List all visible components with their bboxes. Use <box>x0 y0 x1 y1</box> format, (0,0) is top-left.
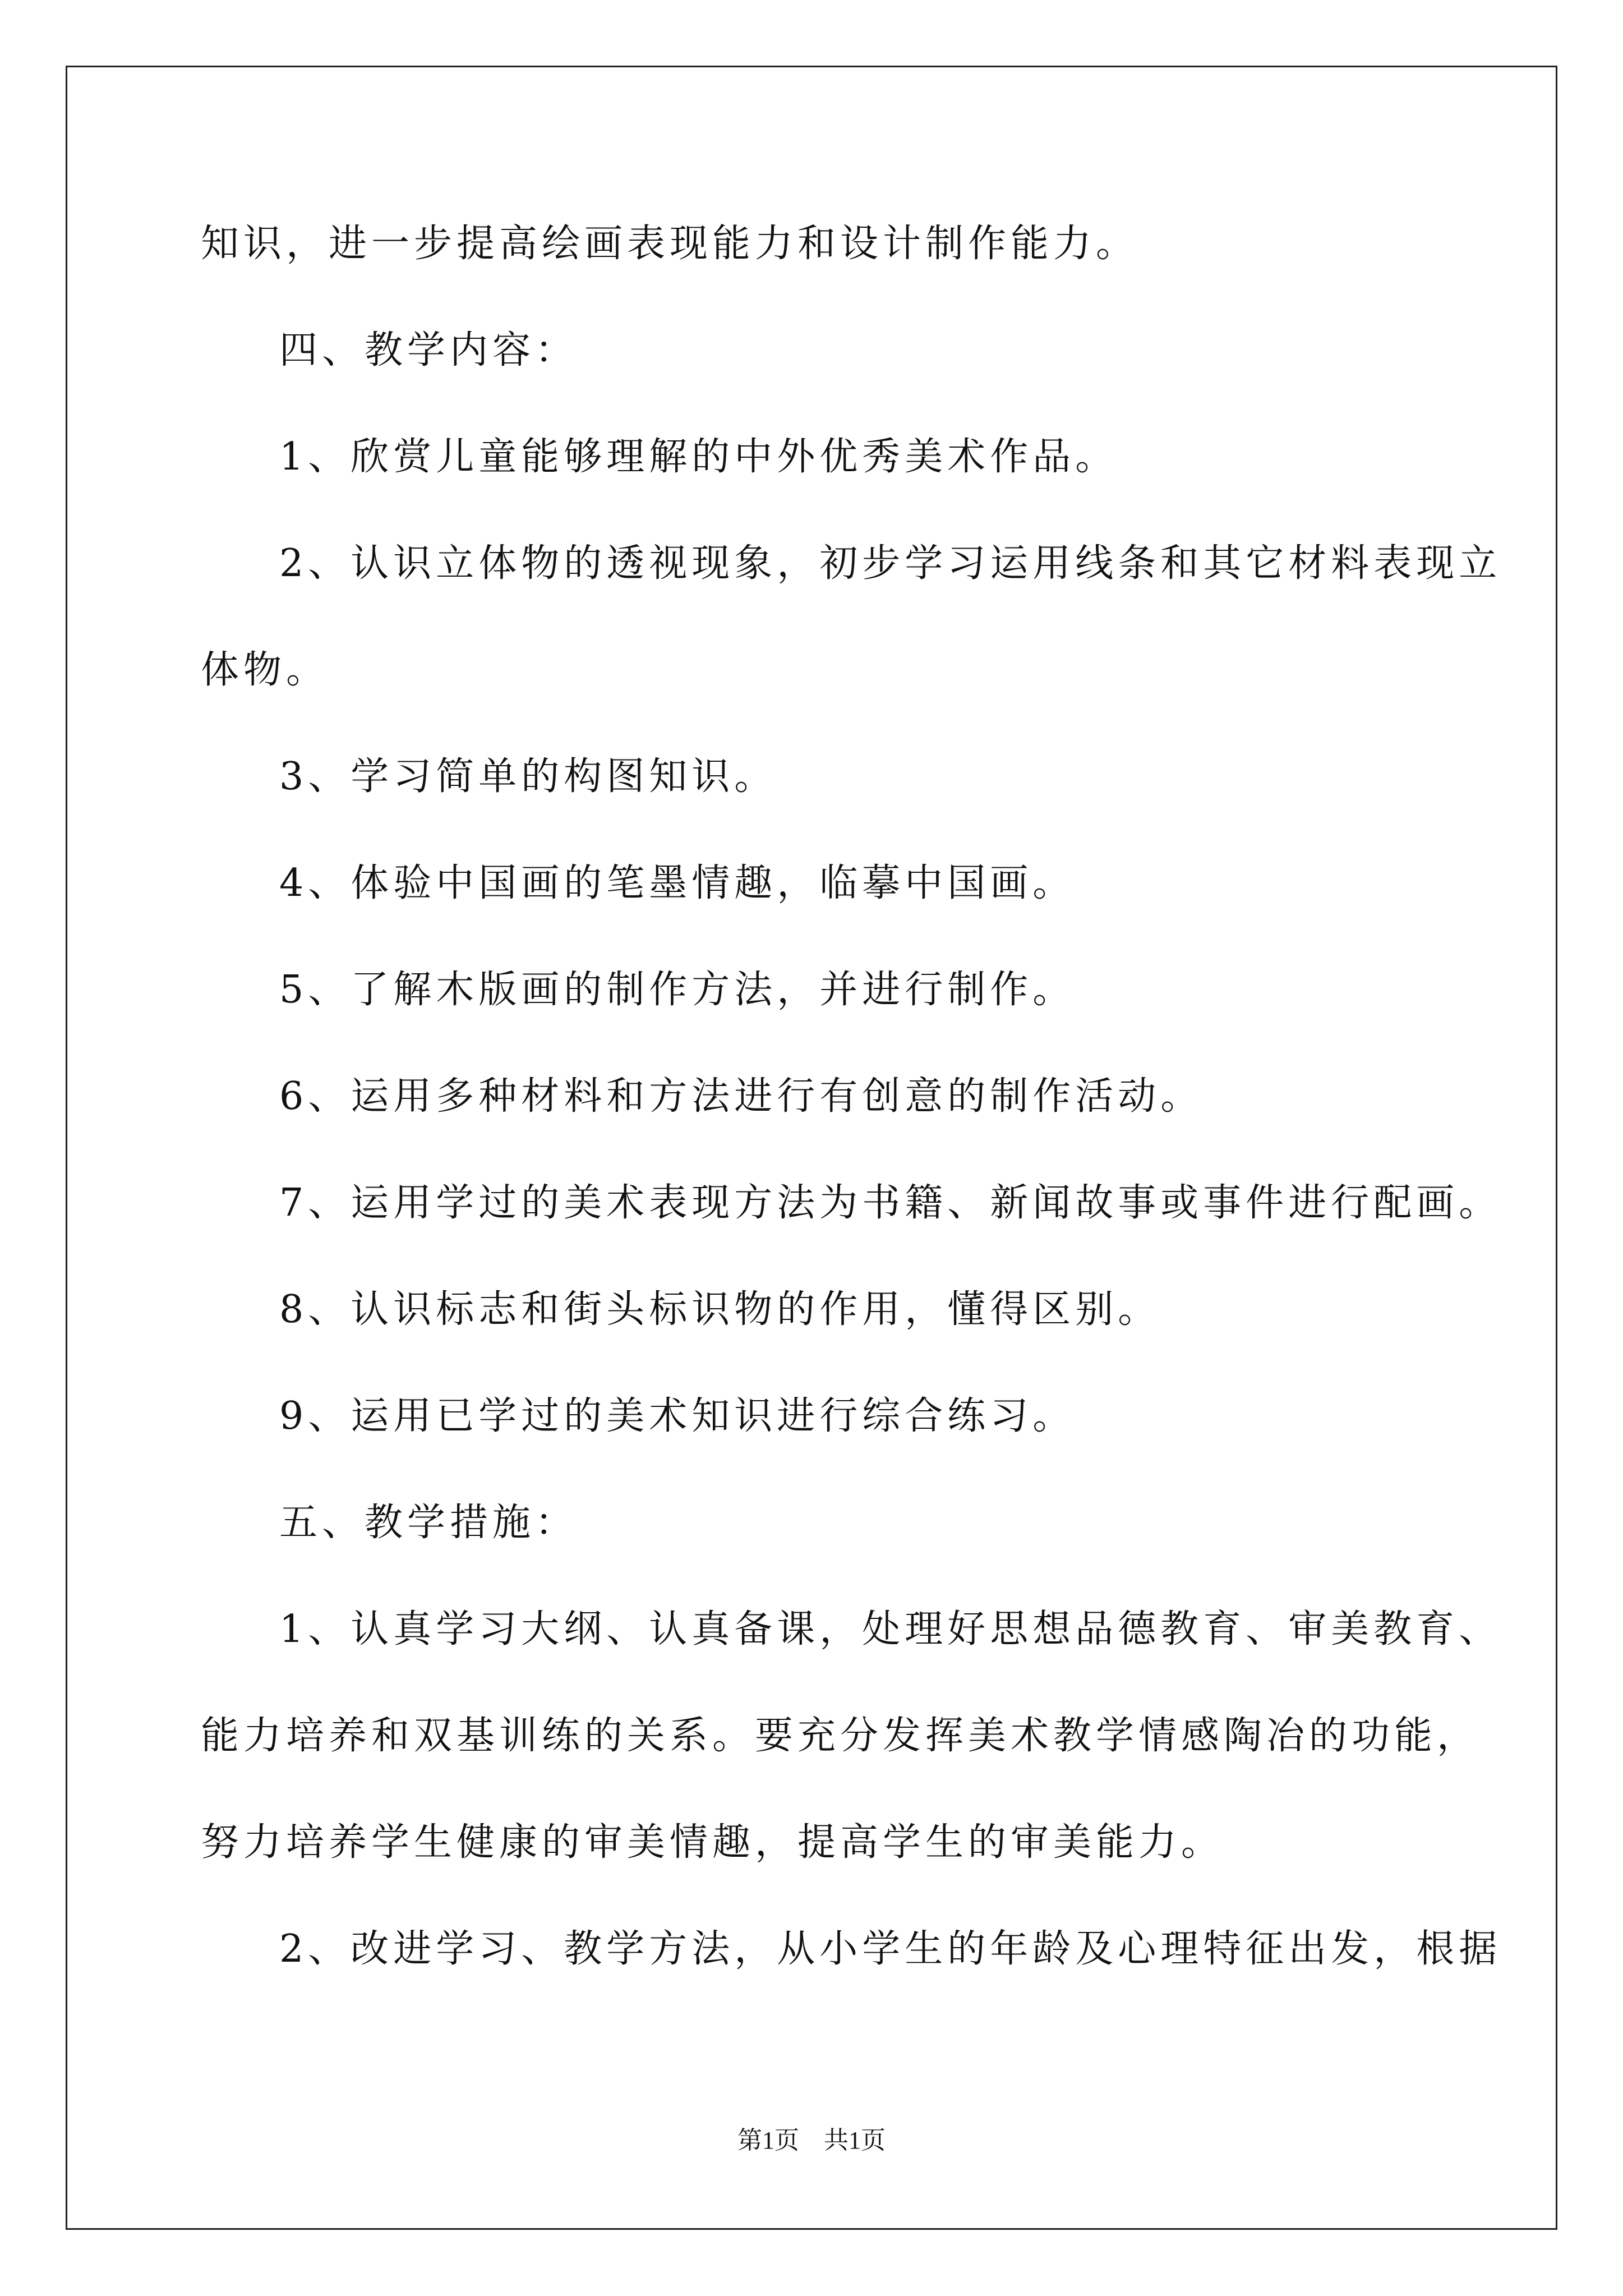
list-item: 1、认真学习大纲、认真备课，处理好思想品德教育、审美教育、 <box>279 1607 1502 1651</box>
list-item: 7、运用学过的美术表现方法为书籍、新闻故事或事件进行配画。 <box>279 1181 1502 1225</box>
list-item: 8、认识标志和街头标识物的作用，懂得区别。 <box>279 1287 1161 1332</box>
text-line: 能力培养和双基训练的关系。要充分发挥美术教学情感陶冶的功能， <box>201 1714 1480 1758</box>
list-item: 3、学习简单的构图知识。 <box>279 754 777 799</box>
list-item: 6、运用多种材料和方法进行有创意的制作活动。 <box>279 1074 1204 1119</box>
list-item: 2、认识立体物的透视现象，初步学习运用线条和其它材料表现立 <box>279 541 1502 586</box>
list-item: 4、体验中国画的笔墨情趣，临摹中国画。 <box>279 861 1076 905</box>
text-line: 努力培养学生健康的审美情趣，提高学生的审美能力。 <box>201 1820 1224 1865</box>
list-item: 5、了解木版画的制作方法，并进行制作。 <box>279 968 1076 1012</box>
text-line: 体物。 <box>201 648 329 692</box>
section-heading: 四、教学内容： <box>279 328 578 372</box>
list-item: 1、欣赏儿童能够理解的中外优秀美术作品。 <box>279 435 1118 479</box>
page-border <box>66 66 1557 2230</box>
section-heading: 五、教学措施： <box>279 1501 578 1545</box>
page-number-footer: 第1页 共1页 <box>737 2127 886 2154</box>
list-item: 2、改进学习、教学方法，从小学生的年龄及心理特征出发，根据 <box>279 1927 1502 1971</box>
text-line: 知识，进一步提高绘画表现能力和设计制作能力。 <box>201 222 1139 266</box>
list-item: 9、运用已学过的美术知识进行综合练习。 <box>279 1394 1076 1438</box>
